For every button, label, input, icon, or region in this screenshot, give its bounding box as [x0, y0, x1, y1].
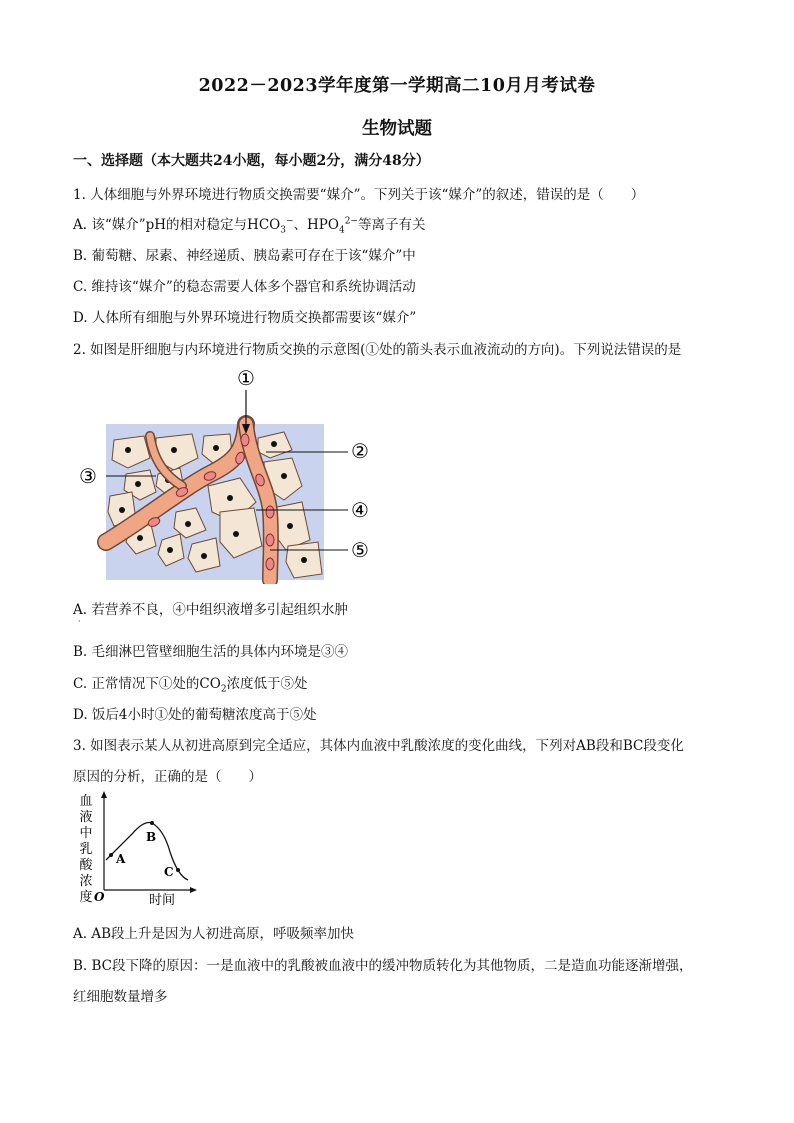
point-c-label: C: [164, 865, 174, 879]
q1-option-b: B. 葡萄糖、尿素、神经递质、胰岛素可存在于该“媒介”中: [73, 248, 416, 264]
ylabel-char-0: 血: [79, 794, 93, 809]
exam-title: 2022－2023学年度第一学期高二10月月考试卷: [198, 76, 596, 96]
point-b-label: B: [146, 830, 157, 844]
origin-label: O: [94, 890, 105, 904]
ylabel-char-3: 乳: [79, 842, 93, 857]
q2-stem: 2. 如图是肝细胞与内环境进行物质交换的示意图(①处的箭头表示血液流动的方向)。下列说法错误的是: [73, 342, 682, 358]
q3-stem-line1: 3. 如图表示某人从初进高原到完全适应，其体内血液中乳酸浓度的变化曲线，下列对AB段和BC段变化: [73, 738, 684, 754]
q2-option-b: B. 毛细淋巴管壁细胞生活的具体内环境是③④: [73, 644, 349, 660]
q3-option-b-line1: B. BC段下降的原因：一是血液中的乳酸被血液中的缓冲物质转化为其他物质，二是造血功能逐渐增强，: [73, 958, 693, 974]
q2-figure: [70, 362, 380, 584]
point-b-marker: [150, 821, 154, 825]
y-axis-label: [79, 794, 93, 905]
point-a-marker: [109, 853, 113, 857]
ylabel-char-4: 酸: [79, 858, 93, 873]
q1-option-a: [73, 213, 425, 236]
q1-option-a-sub1: 3: [280, 225, 286, 236]
ylabel-char-6: 度: [79, 890, 93, 905]
q2-option-a: A. 若营养不良，④中组织液增多引起组织水肿: [73, 602, 348, 618]
q3-option-a: A. AB段上升是因为人初进高原，呼吸频率加快: [73, 926, 355, 942]
label-1: ①: [237, 366, 255, 390]
q3-stem-line2: 原因的分析，正确的是（ ）: [73, 769, 262, 785]
q3-chart: [70, 790, 200, 910]
ylabel-char-2: 中: [79, 826, 93, 841]
q2-option-d: D. 饭后4小时①处的葡萄糖浓度高于⑤处: [73, 707, 317, 723]
label-2: ②: [351, 439, 369, 463]
q1-option-a-pre: A. 该“媒介”pH的相对稳定与HCO: [73, 217, 281, 233]
q1-option-a-post: 等离子有关: [357, 217, 426, 233]
exam-subtitle: 生物试题: [362, 119, 432, 139]
point-a-label: A: [116, 852, 126, 866]
ylabel-char-5: 浓: [79, 874, 93, 889]
section-heading: 一、选择题（本大题共24小题，每小题2分，满分48分）: [73, 153, 430, 169]
label-5: ⑤: [351, 538, 369, 562]
q1-stem: 1. 人体细胞与外界环境进行物质交换需要“媒介”。下列关于该“媒介”的叙述，错误的是（ ）: [73, 187, 645, 203]
q2-option-c-post: 浓度低于⑤处: [226, 676, 308, 692]
q1-option-a-sup2: 2−: [344, 216, 358, 227]
q1-option-a-mid: 、HPO: [293, 217, 339, 233]
q1-option-d: D. 人体所有细胞与外界环境进行物质交换都需要该“媒介”: [73, 310, 417, 326]
label-3: ③: [79, 464, 97, 488]
q2-option-c-sub: 2: [220, 684, 227, 695]
ylabel-char-1: 液: [79, 810, 93, 825]
y-axis-arrow: [101, 791, 107, 798]
x-axis-arrow: [190, 887, 197, 893]
q1-option-c: C. 维持该“媒介”的稳态需要人体多个器官和系统协调活动: [73, 279, 416, 295]
q2-option-c-pre: C. 正常情况下①处的CO: [73, 676, 221, 692]
q2-option-c: [73, 672, 308, 695]
q3-option-b-line2: 红细胞数量增多: [73, 989, 168, 1005]
q1-option-a-sub2: 4: [338, 225, 345, 236]
q1-option-a-sup1: −: [285, 216, 294, 227]
point-c-marker: [176, 868, 180, 872]
label-4: ④: [351, 498, 369, 522]
x-axis-label: 时间: [148, 893, 176, 908]
